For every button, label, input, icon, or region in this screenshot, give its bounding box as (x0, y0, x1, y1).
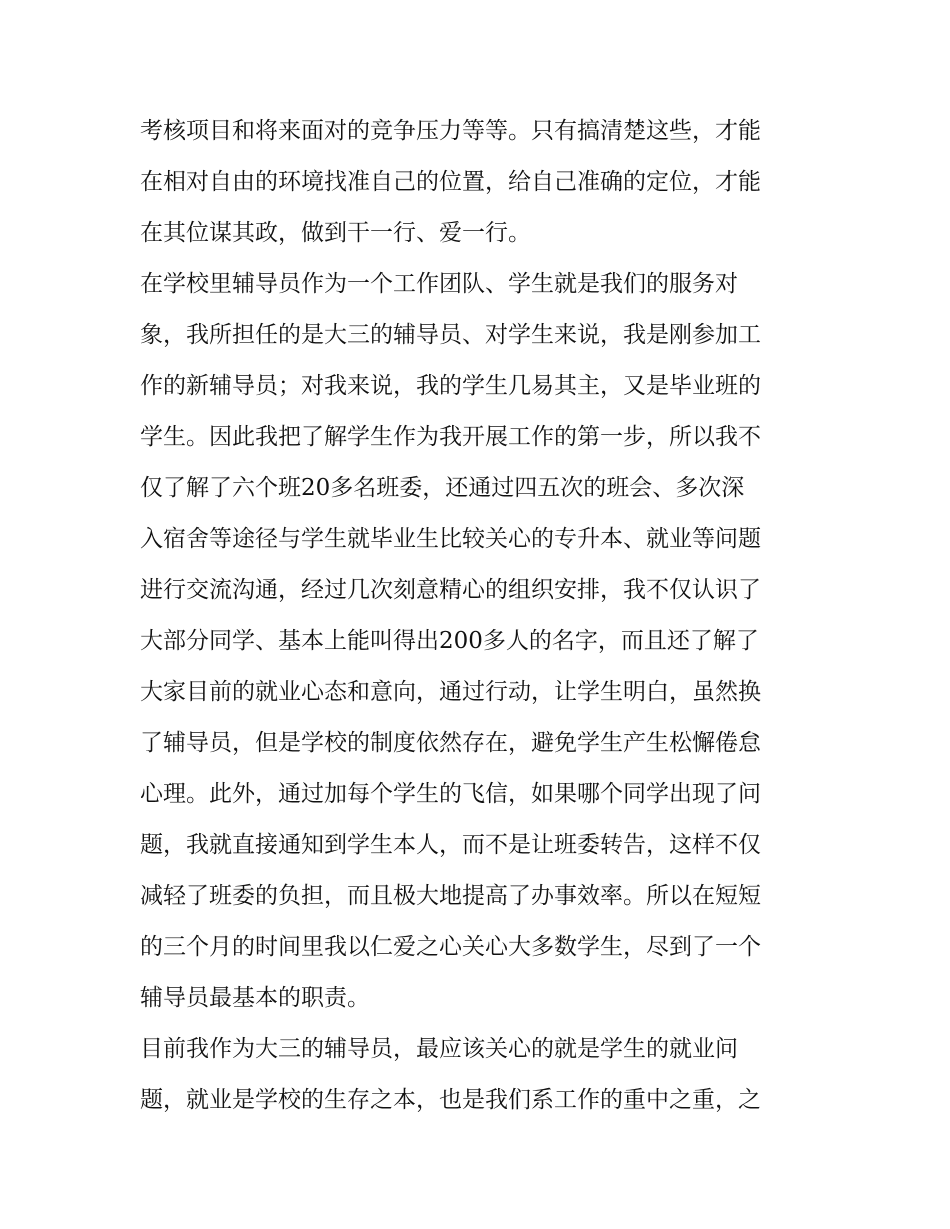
text-line: 考核项目和将来面对的竞争压力等等。只有搞清楚这些，才能 (140, 118, 761, 144)
text-line: 目前我作为大三的辅导员，最应该关心的就是学生的就业问 (140, 1036, 738, 1062)
text-line: 的三个月的时间里我以仁爱之心关心大多数学生，尽到了一个 (140, 934, 761, 960)
text-line: 大部分同学、基本上能叫得出200多人的名字，而且还了解了 (140, 628, 759, 654)
body-text (140, 106, 812, 1126)
text-line: 作的新辅导员；对我来说，我的学生几易其主，又是毕业班的 (140, 373, 761, 399)
text-line: 减轻了班委的负担，而且极大地提高了办事效率。所以在短短 (140, 883, 761, 909)
text-line: 在其位谋其政，做到干一行、爱一行。 (140, 220, 531, 246)
text-line: 入宿舍等途径与学生就毕业生比较关心的专升本、就业等问题 (140, 526, 761, 552)
text-line: 心理。此外，通过加每个学生的飞信，如果哪个同学出现了问 (140, 781, 761, 807)
text-line: 在相对自由的环境找准自己的位置，给自己准确的定位，才能 (140, 169, 761, 195)
text-line: 大家目前的就业心态和意向，通过行动，让学生明白，虽然换 (140, 679, 761, 705)
text-line: 仅了解了六个班20多名班委，还通过四五次的班会、多次深 (140, 475, 745, 501)
text-line: 题，我就直接通知到学生本人，而不是让班委转告，这样不仅 (140, 832, 761, 858)
text-line: 辅导员最基本的职责。 (140, 985, 370, 1011)
text-line: 象，我所担任的是大三的辅导员、对学生来说，我是刚参加工 (140, 322, 761, 348)
text-line: 进行交流沟通，经过几次刻意精心的组织安排，我不仅认识了 (140, 577, 761, 603)
text-line: 学生。因此我把了解学生作为我开展工作的第一步，所以我不 (140, 424, 761, 450)
text-line: 在学校里辅导员作为一个工作团队、学生就是我们的服务对 (140, 271, 738, 297)
text-line: 题，就业是学校的生存之本，也是我们系工作的重中之重，之 (140, 1087, 761, 1113)
text-line: 了辅导员，但是学校的制度依然存在，避免学生产生松懈倦怠 (140, 730, 761, 756)
